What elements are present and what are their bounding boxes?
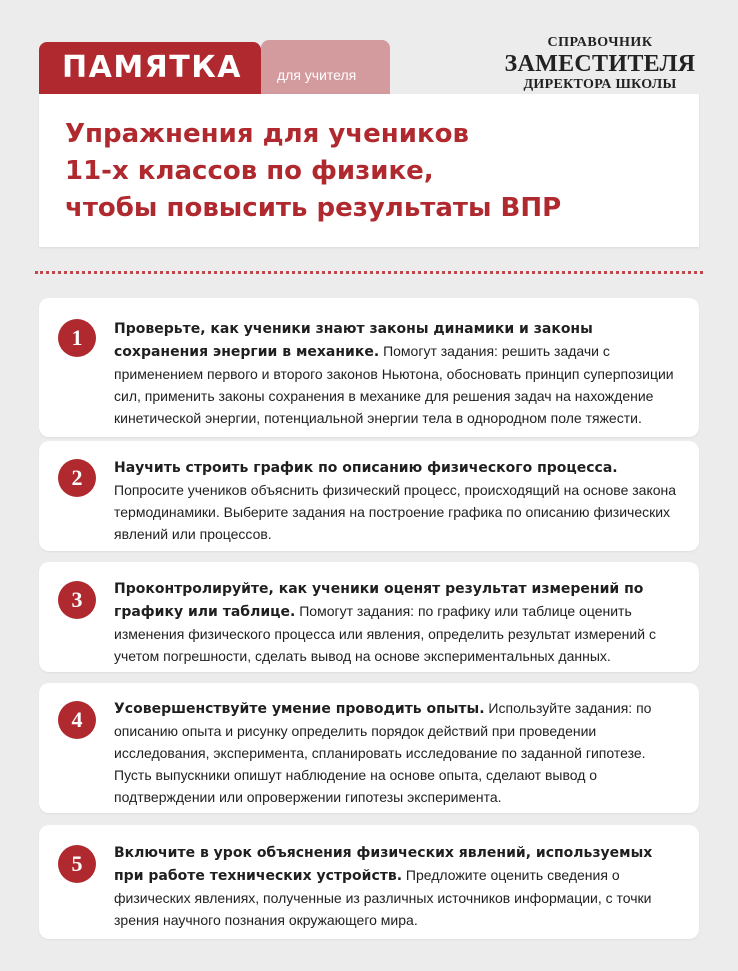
title-panel xyxy=(39,94,699,247)
tip-heading: Проверьте, как ученики знают законы динамики и законы сохранения энергии в механике. xyxy=(114,321,593,360)
tip-card-2 xyxy=(39,441,699,551)
tip-card-5 xyxy=(39,825,699,939)
tip-card-3 xyxy=(39,562,699,672)
brand-logo xyxy=(500,36,700,92)
tip-heading: Усовершенствуйте умение проводить опыты. xyxy=(114,701,485,717)
page-title: Упражнения для учеников 11-х классов по физике, чтобы повысить результаты ВПР xyxy=(65,119,562,223)
tip-card-4 xyxy=(39,683,699,813)
tip-text xyxy=(114,317,684,429)
tip-number-badge: 1 xyxy=(58,319,96,357)
tip-text xyxy=(114,456,684,545)
tip-text xyxy=(114,697,684,808)
tip-number-badge: 5 xyxy=(58,845,96,883)
tip-text xyxy=(114,841,684,931)
tip-text xyxy=(114,577,684,667)
tip-number-badge: 3 xyxy=(58,581,96,619)
tip-body: Используйте задания: по описанию опыта и рисунку определить порядок действий при проведении исследования, эксперимента, спланировать исследование по заданной гипотезе. Пусть выпускники опишут наблюдение на основе опыта, сделают вывод о подтверждении или опровержении гипотезы эксперимента. xyxy=(114,700,652,805)
brand-line-3: ДИРЕКТОРА ШКОЛЫ xyxy=(523,77,677,92)
dotted-divider xyxy=(35,271,703,274)
audience-tab-label: для учителя xyxy=(277,67,357,83)
brand-line-2: ЗАМЕСТИТЕЛЯ xyxy=(504,51,696,77)
tip-body: Попросите учеников объяснить физический процесс, происходящий на основе закона термодинамики. Выберите задания на построение графика по описанию физических явлений или процессов. xyxy=(114,482,677,542)
tip-body: Помогут задания: по графику или таблице оценить изменения физического процесса или явления, определить результат измерений с учетом погрешности, сделать вывод на основе экспериментальных данных. xyxy=(114,603,656,664)
memo-tab xyxy=(39,42,261,94)
tip-body: Помогут задания: решить задачи с применением первого и второго законов Ньютона, обосновать принцип суперпозиции сил, применить законы сохранения в механике для решения задач на нахождение кинетической энергии, потенциальной энергии тела в однородном поле тяжести. xyxy=(114,343,674,426)
tip-number-badge: 2 xyxy=(58,459,96,497)
tip-body: Предложите оценить сведения о физических явлениях, полученные из различных источников информации, с точки зрения научного познания окружающего мира. xyxy=(114,867,652,928)
tip-heading: Научить строить график по описанию физического процесса. xyxy=(114,460,618,476)
memo-tab-label: ПАМЯТКА xyxy=(62,50,242,85)
tip-heading: Включите в урок объяснения физических явлений, используемых при работе технических устройств. xyxy=(114,845,653,884)
audience-tab xyxy=(261,40,390,94)
tip-number-badge: 4 xyxy=(58,701,96,739)
tip-heading: Проконтролируйте, как ученики оценят результат измерений по графику или таблице. xyxy=(114,581,644,620)
tip-card-1 xyxy=(39,298,699,437)
brand-line-1: СПРАВОЧНИК xyxy=(547,35,653,50)
